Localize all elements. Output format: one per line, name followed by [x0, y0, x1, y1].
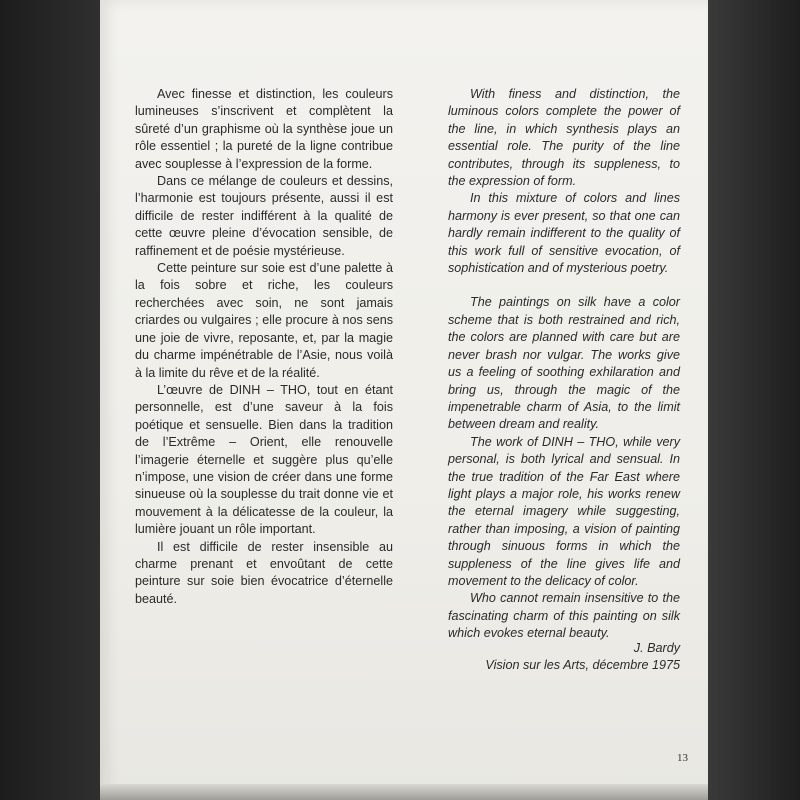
signature-author: J. Bardy [633, 641, 680, 655]
french-paragraph-3: Cette peinture sur soie est d’une palette à la fois sobre et riche, les couleurs recherchées avec soin, ne sont jamais criardes ou vulgaires ; elle procure à nos sens une joie de vivre, reposante, et, par la magie du charme impénétrable de l’Asie, nous voilà à la limite du rêve et de la réalité. [135, 261, 393, 380]
page-number: 13 [677, 752, 688, 764]
english-text-column [448, 86, 680, 643]
english-paragraph-1: With finess and distinction, the luminous colors complete the power of the line, in which synthesis plays an essential role. The purity of the line contributes, through its suppleness, to the expression of form. [448, 87, 680, 189]
desk-background-left [0, 0, 100, 800]
desk-background-right [708, 0, 800, 800]
page-bottom-edge [100, 784, 708, 800]
french-paragraph-2: Dans ce mélange de couleurs et dessins, l’harmonie est toujours présente, aussi il est difficile de rester indifférent à la qualité de cette œuvre pleine d’évocation sensible, de raffinement et de poésie mystérieuse. [135, 174, 393, 258]
french-paragraph-1: Avec finesse et distinction, les couleurs lumineuses s’inscrivent et complètent la sûreté d’un graphisme où la synthèse joue un rôle essentiel ; la pureté de la ligne contribue avec souplesse à l’expression de la forme. [135, 87, 393, 171]
signature-block [448, 640, 680, 675]
english-paragraph-4: The work of DINH – THO, while very personal, is both lyrical and sensual. In the true tradition of the Far East where light plays a major role, his works renew the eternal imagery while suggesting, rather than imposing, a vision of painting through sinuous forms in which the suppleness of the line gives life and movement to the delicacy of color. [448, 434, 680, 588]
english-paragraph-2: In this mixture of colors and lines harmony is ever present, so that one can hardly remain indifferent to the quality of this work full of sensitive evocation, of sophistication and of mysterious poetry. [448, 191, 680, 276]
french-paragraph-5: Il est difficile de rester insensible au charme prenant et envoûtant de cette peinture sur soie bien évocatrice d’éternelle beauté. [135, 539, 393, 606]
english-paragraph-3: The paintings on silk have a color scheme that is both restrained and rich, the colors are planned with care but are never brash nor vulgar. The works give us a feeling of soothing exhilaration and bring us, through the magic of the impenetrable charm of Asia, to the limit between dream and reality. [448, 295, 680, 432]
french-text-column [135, 86, 393, 608]
french-paragraph-4: L’œuvre de DINH – THO, tout en étant personnelle, est d’une saveur à la fois poétique et sensuelle. Bien dans la tradition de l’Extrême – Orient, elle renouvelle l’imagerie éternelle et suggère plus qu’elle n’impose, une vision de créer dans une forme sinueuse où la souplesse du trait donne vie et mouvement à la délicatesse de la couleur, la lumière jouant un rôle important. [135, 382, 393, 537]
english-paragraph-5: Who cannot remain insensitive to the fascinating charm of this painting on silk which evokes eternal beauty. [448, 591, 680, 641]
signature-source: Vision sur les Arts, décembre 1975 [485, 658, 680, 673]
